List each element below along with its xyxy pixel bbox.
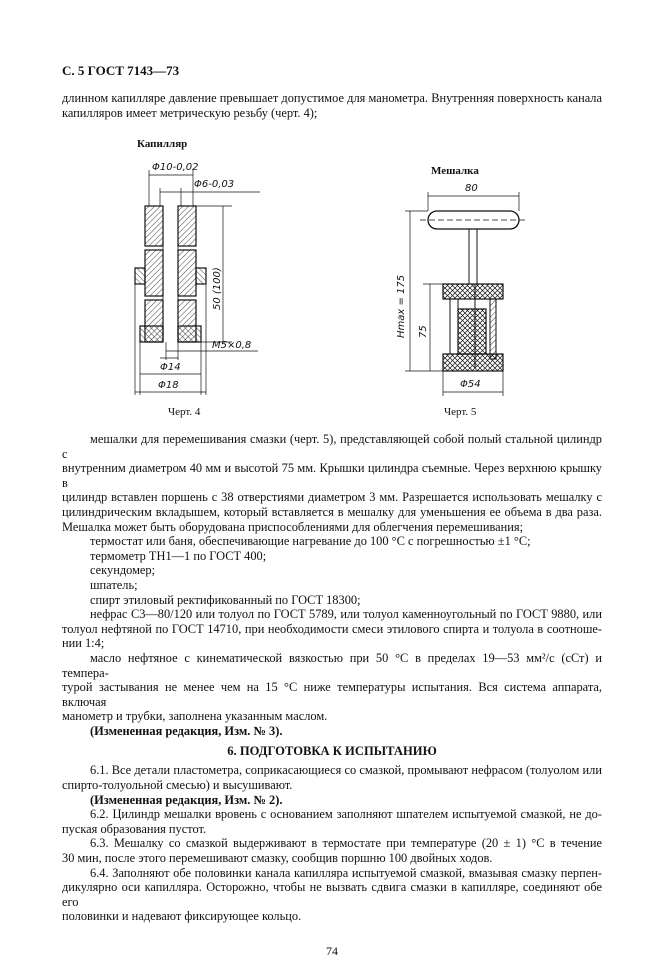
amendment-note: (Измененная редакция, Изм. № 2).	[90, 792, 283, 807]
text-line: спирто-толуольной смесью) и высушивают.	[62, 778, 293, 793]
dim-d6: Φ6-0,03	[194, 179, 235, 190]
main-text-flow	[62, 432, 602, 959]
text-line: секундомер;	[90, 563, 156, 578]
text-line: толуол нефтяной по ГОСТ 14710, при необходимости смеси этилового спирта и толуола в соотноше-	[62, 621, 602, 636]
page-number: 74	[326, 944, 338, 958]
text-line: дикулярно оси капилляра. Осторожно, чтобы не вызвать сдвига смазки в капилляре, соединяют обе его	[62, 880, 602, 909]
text-line: 30 мин, после этого перемешивают смазку, сообщив поршню 100 двойных ходов.	[62, 851, 493, 866]
text-line: пуская образования пустот.	[62, 821, 207, 836]
text-line: шпатель;	[90, 577, 138, 592]
dim-75: 75	[418, 325, 429, 338]
text-line: цилиндрическим вкладышем, который вставляется в мешалку для уменьшения ее объема в два раза.	[62, 504, 602, 519]
text-line: длинном капилляре давление превышает допустимое для манометра. Внутренняя поверхность канала	[62, 91, 602, 105]
dim-d18: Φ18	[158, 380, 179, 391]
text-line: термостат или баня, обеспечивающие нагревание до 100 °С с погрешностью ±1 °С;	[90, 534, 531, 549]
text-line: половинки и надевают фиксирующее кольцо.	[62, 909, 302, 924]
text-line: 6.4. Заполняют обе половинки канала капилляра испытуемой смазкой, вмазывая смазку перпен-	[90, 865, 602, 880]
text-line: капилляров имеет метрическую резьбу (черт. 4);	[62, 105, 318, 120]
dim-width: 80	[465, 183, 478, 194]
dim-d14: Φ14	[160, 362, 181, 373]
dim-hmax: Hmax = 175	[396, 274, 407, 338]
section-heading: 6. ПОДГОТОВКА К ИСПЫТАНИЮ	[227, 744, 437, 759]
text-line: нии 1:4;	[62, 636, 105, 651]
amendment-note: (Измененная редакция, Изм. № 3).	[90, 723, 283, 738]
figure-4-caption: Черт. 4	[168, 406, 201, 418]
dim-d10: Φ10-0,02	[152, 162, 199, 173]
text-line: масло нефтяное с кинематической вязкостью при 50 °С в пределах 19—53 мм²/с (сСт) и темпера-	[62, 650, 602, 680]
capillary-drawing	[120, 150, 280, 400]
page-header: С. 5 ГОСТ 7143—73	[62, 63, 180, 78]
text-line: мешалки для перемешивания смазки (черт. 5), представляющей собой полый стальной цилиндр с	[62, 432, 602, 461]
text-line: 6.3. Мешалку со смазкой выдерживают в термостате при температуре (20 ± 1) °С в течение	[90, 836, 602, 851]
text-line: 6.2. Цилиндр мешалки вровень с основанием заполняют шпателем испытуемой смазкой, не до-	[90, 807, 602, 822]
text-line: Мешалка может быть оборудована приспособлениями для облегчения перемешивания;	[62, 519, 524, 534]
text-line: 6.1. Все детали пластометра, соприкасающиеся со смазкой, промывают нефрасом (толуолом или	[90, 763, 602, 778]
text-line: спирт этиловый ректификованный по ГОСТ 18300;	[90, 592, 361, 607]
text-line: манометр и трубки, заполнена указанным маслом.	[62, 709, 328, 724]
mixer-drawing	[380, 178, 530, 400]
text-line: цилиндр вставлен поршень с 38 отверстиями диаметром 3 мм. Разрешается использовать мешалку с	[62, 490, 602, 505]
figure-5-caption: Черт. 5	[444, 406, 477, 418]
text-line: нефрас С3—80/120 или толуол по ГОСТ 5789, или толуол каменноугольный по ГОСТ 9880, или	[90, 607, 602, 622]
figure-4-title: Капилляр	[137, 138, 188, 150]
dim-thread: M5×0,8	[212, 340, 252, 351]
text-line: внутренним диаметром 40 мм и высотой 75 мм. Крышки цилиндра съемные. Через верхнюю крышку в	[62, 461, 602, 490]
section-6-text	[62, 763, 602, 924]
text-line: турой застывания не менее чем на 15 °С ниже температуры испытания. Вся система аппарата, включая	[62, 680, 602, 709]
equipment-list	[62, 432, 602, 738]
dim-d54: Φ54	[460, 379, 481, 390]
figure-5-title: Мешалка	[431, 165, 479, 177]
dim-height: 50 (100)	[212, 267, 223, 310]
intro-paragraph	[62, 91, 602, 120]
text-line: термометр ТН1—1 по ГОСТ 400;	[90, 548, 267, 563]
